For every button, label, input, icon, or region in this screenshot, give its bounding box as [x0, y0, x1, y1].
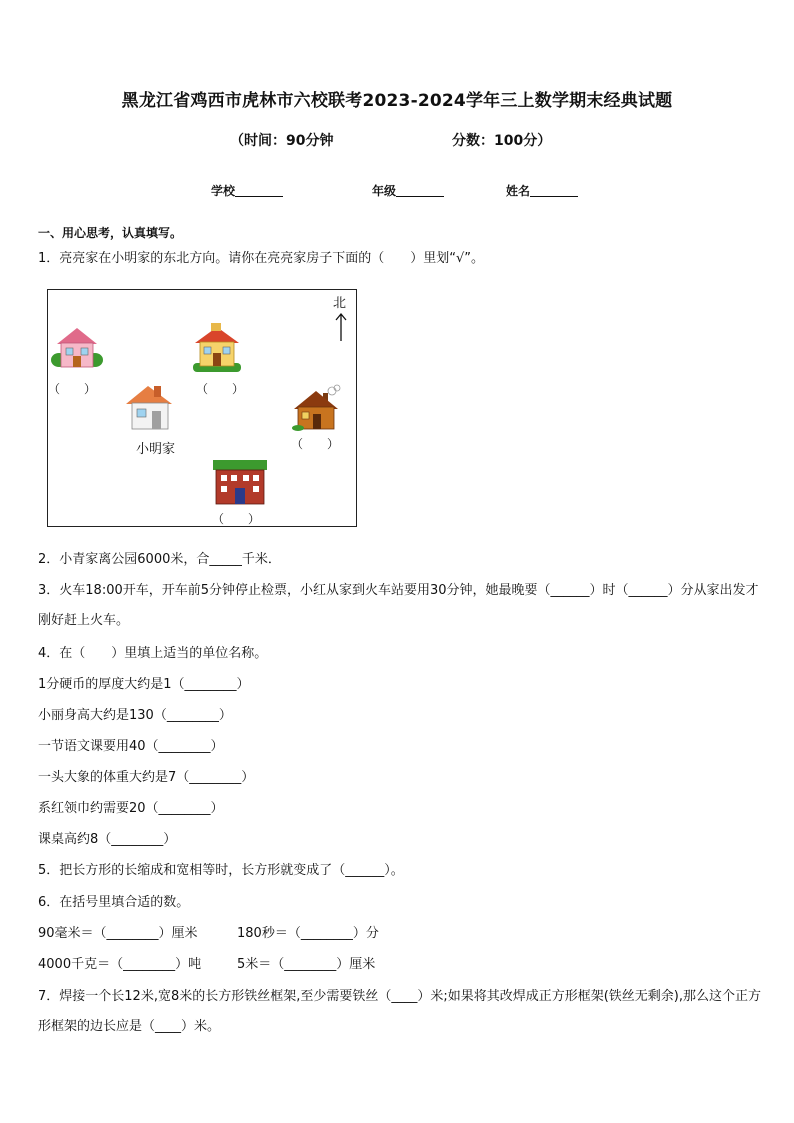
cottage-paren[interactable]: （ ） — [291, 437, 340, 451]
xiaoming-label: 小明家 — [136, 442, 176, 457]
xiaoming-house-icon — [122, 382, 178, 432]
name-field — [506, 182, 578, 199]
q4-item-3: 一节语文课要用40（________） — [38, 739, 224, 754]
yellow-house-paren[interactable]: （ ） — [196, 382, 245, 396]
q4-item-5: 系红领巾约需要20（________） — [38, 801, 224, 816]
grade-blank[interactable] — [396, 184, 444, 197]
grade-field — [372, 182, 444, 199]
cottage-icon — [292, 385, 342, 431]
q6-row1-a: 90毫米＝（________）厘米 — [38, 926, 198, 941]
question-3: 3．火车18:00开车，开车前5分钟停止检票，小红从家到火车站要用30分钟，她最晚要（______）时（______）分从家出发才刚好赶上火车。 — [38, 583, 759, 628]
question-1: 1．亮亮家在小明家的东北方向。请你在亮亮家房子下面的（ ）里划“√”。 — [38, 251, 485, 266]
q6-row2-a: 4000千克＝（________）吨 — [38, 957, 202, 972]
school-label: 学校 — [211, 184, 236, 198]
school-building-icon — [213, 460, 267, 506]
direction-figure — [47, 289, 357, 527]
yellow-house-icon — [193, 323, 241, 373]
name-label: 姓名 — [506, 184, 531, 198]
pink-house-paren[interactable]: （ ） — [48, 382, 97, 396]
question-5: 5．把长方形的长缩成和宽相等时，长方形就变成了（______）。 — [38, 863, 404, 878]
q6-row1-b: 180秒＝（________）分 — [237, 926, 379, 941]
exam-time: （时间：90分钟 — [230, 133, 334, 149]
exam-score: 分数：100分） — [452, 133, 552, 149]
q4-item-2: 小丽身高大约是130（________） — [38, 708, 232, 723]
grade-label: 年级 — [372, 184, 397, 198]
q4-item-4: 一头大象的体重大约是7（________） — [38, 770, 255, 785]
q4-item-6: 课桌高约8（________） — [38, 832, 177, 847]
school-field — [211, 182, 283, 199]
pink-house-icon — [51, 326, 103, 370]
question-6: 6．在括号里填合适的数。 — [38, 895, 190, 910]
school-paren[interactable]: （ ） — [212, 512, 261, 526]
north-arrow-icon — [334, 312, 348, 342]
question-7: 7．焊接一个长12米,宽8米的长方形铁丝框架,至少需要铁丝（____）米;如果将其改焊成正方形框架(铁丝无剩余),那么这个正方形框架的边长应是（____）米。 — [38, 989, 762, 1034]
section-heading: 一、用心思考，认真填写。 — [38, 226, 183, 240]
q6-row2-b: 5米＝（________）厘米 — [237, 957, 376, 972]
question-2: 2．小青家离公园6000米，合_____千米． — [38, 552, 281, 567]
north-label: 北 — [333, 296, 347, 311]
school-blank[interactable] — [235, 184, 283, 197]
name-blank[interactable] — [530, 184, 578, 197]
page-title: 黑龙江省鸡西市虎林市六校联考2023-2024学年三上数学期末经典试题 — [121, 91, 673, 111]
q4-item-1: 1分硬币的厚度大约是1（________） — [38, 677, 250, 692]
question-4: 4．在（ ）里填上适当的单位名称。 — [38, 646, 268, 661]
